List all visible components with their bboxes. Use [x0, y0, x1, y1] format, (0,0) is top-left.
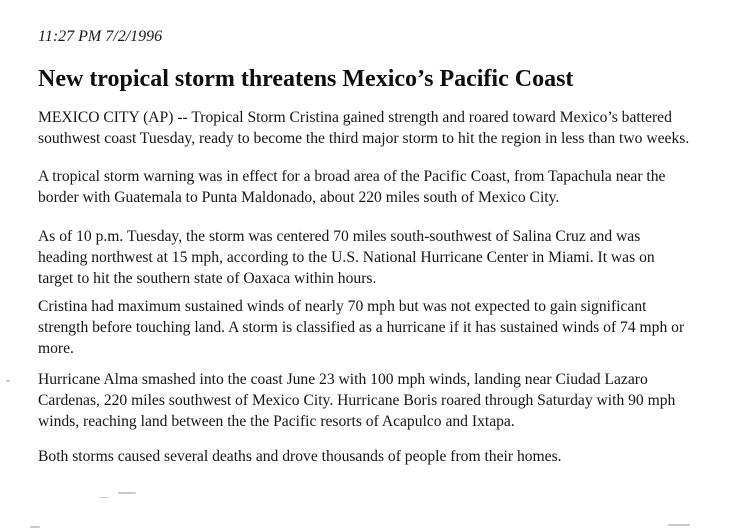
scan-speck — [6, 380, 10, 382]
paragraph-line: southwest coast Tuesday, ready to become the third major storm to hit the region in less than two weeks. — [38, 130, 690, 147]
paragraph-line: Both storms caused several deaths and drove thousands of people from their homes. — [38, 448, 562, 465]
paragraph-previous-storms — [38, 369, 675, 432]
paragraph-storm-warning — [38, 166, 665, 208]
paragraph-line: Cristina had maximum sustained winds of nearly 70 mph but was not expected to gain significant — [38, 298, 647, 315]
scan-speck — [100, 497, 108, 498]
paragraph-line: As of 10 p.m. Tuesday, the storm was centered 70 miles south-southwest of Salina Cruz and was — [38, 228, 641, 245]
paragraph-line: MEXICO CITY (AP) -- Tropical Storm Cristina gained strength and roared toward Mexico’s battered — [38, 109, 672, 126]
paragraph-line: target to hit the southern state of Oaxaca within hours. — [38, 270, 377, 287]
paragraph-casualties — [38, 446, 562, 467]
paragraph-wind-speeds — [38, 296, 684, 359]
scan-speck — [118, 492, 136, 494]
paragraph-line: heading northwest at 15 mph, according to the U.S. National Hurricane Center in Miami. It was on — [38, 249, 655, 266]
scan-speck — [668, 524, 690, 526]
paragraph-lead — [38, 107, 689, 149]
paragraph-line: winds, reaching land between the the Pacific resorts of Acapulco and Ixtapa. — [38, 413, 515, 430]
paragraph-storm-position — [38, 226, 655, 289]
paragraph-line: Cardenas, 220 miles southwest of Mexico City. Hurricane Boris roared through Saturday with 90 mph — [38, 392, 676, 409]
timestamp: 11:27 PM 7/2/1996 — [38, 28, 163, 45]
paragraph-line: border with Guatemala to Punta Maldonado, about 220 miles south of Mexico City. — [38, 189, 560, 206]
headline: New tropical storm threatens Mexico’s Pacific Coast — [38, 66, 574, 92]
paragraph-line: strength before touching land. A storm is classified as a hurricane if it has sustained winds of 74 mph or — [38, 319, 685, 336]
paragraph-line: more. — [38, 340, 74, 357]
scan-speck — [30, 526, 40, 528]
paragraph-line: Hurricane Alma smashed into the coast June 23 with 100 mph winds, landing near Ciudad Lazaro — [38, 371, 648, 388]
paragraph-line: A tropical storm warning was in effect for a broad area of the Pacific Coast, from Tapachula near the — [38, 168, 666, 185]
